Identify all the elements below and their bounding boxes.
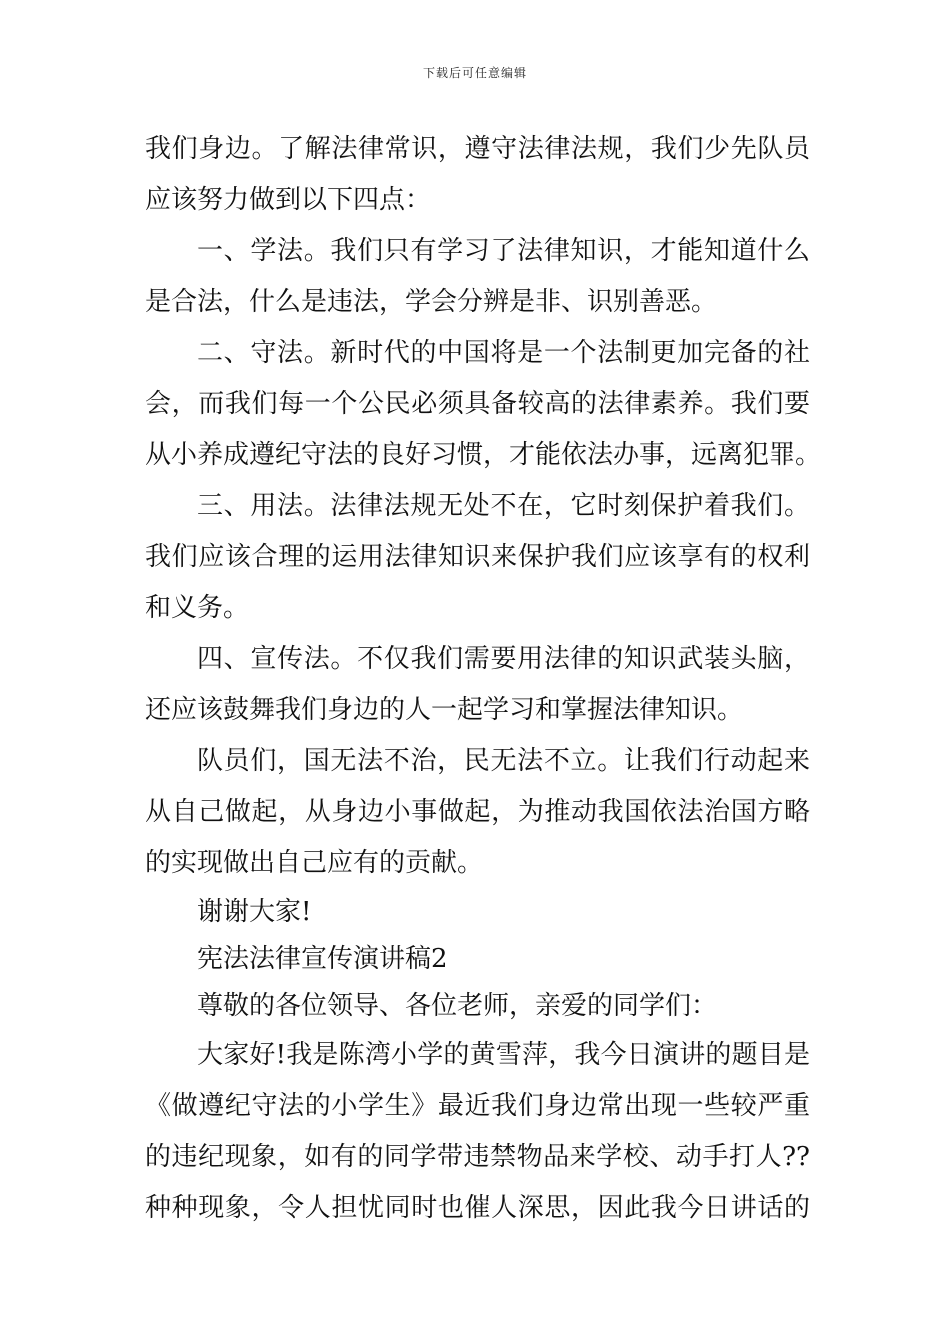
text-line: 从自己做起，从身边小事做起，为推动我国依法治国方略: [145, 797, 810, 827]
document-body: [145, 124, 822, 1234]
page-header: 下载后可任意编辑: [422, 66, 527, 80]
paragraph-start-line: 一、学法。我们只有学习了法律知识，才能知道什么: [197, 236, 810, 266]
text-line: 我们身边。了解法律常识，遵守法律法规，我们少先队员: [145, 134, 810, 164]
text-line: 和义务。: [145, 593, 250, 623]
paragraph-start-line: 三、用法。法律法规无处不在，它时刻保护着我们。: [197, 491, 810, 521]
text-line: 是合法，什么是违法，学会分辨是非、识别善恶。: [145, 287, 718, 317]
text-line: 我们应该合理的运用法律知识来保护我们应该享有的权利: [145, 542, 810, 572]
text-line: 应该努力做到以下四点：: [145, 185, 432, 215]
paragraph-start-line: 四、宣传法。不仅我们需要用法律的知识武装头脑，: [197, 644, 810, 674]
text-line: 《做遵纪守法的小学生》最近我们身边常出现一些较严重: [145, 1091, 810, 1121]
paragraph-start-line: 大家好!我是陈湾小学的黄雪萍，我今日演讲的题目是: [197, 1040, 810, 1070]
text-line: 种种现象，令人担忧同时也催人深思，因此我今日讲话的: [145, 1193, 810, 1223]
paragraph-start-line: 二、守法。新时代的中国将是一个法制更加完备的社: [197, 338, 810, 368]
text-line: 还应该鼓舞我们身边的人一起学习和掌握法律知识。: [145, 695, 744, 725]
salutation-line: 尊敬的各位领导、各位老师，亲爱的同学们：: [197, 991, 718, 1021]
paragraph-start-line: 队员们，国无法不治，民无法不立。让我们行动起来: [197, 746, 810, 776]
text-line: 从小养成遵纪守法的良好习惯，才能依法办事，远离犯罪。: [145, 440, 822, 470]
section-title: 宪法法律宣传演讲稿2: [197, 944, 448, 974]
text-line: 会，而我们每一个公民必须具备较高的法律素养。我们要: [145, 389, 810, 419]
text-line: 的违纪现象，如有的同学带违禁物品来学校、动手打人??: [145, 1142, 810, 1172]
closing-line: 谢谢大家!: [197, 897, 312, 927]
text-line: 的实现做出自己应有的贡献。: [145, 848, 484, 878]
